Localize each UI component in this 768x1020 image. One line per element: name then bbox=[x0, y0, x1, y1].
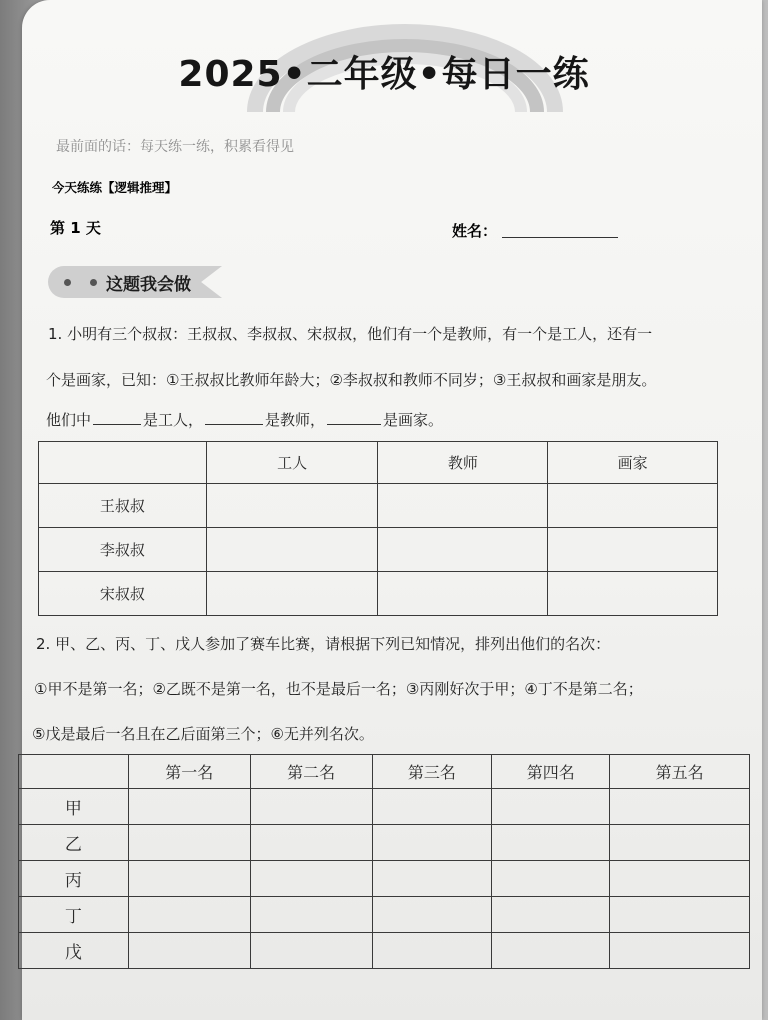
answer-cell[interactable] bbox=[610, 933, 750, 969]
answer-cell[interactable] bbox=[128, 825, 250, 861]
answer-cell[interactable] bbox=[250, 789, 372, 825]
q1-line3-a: 是工人， bbox=[143, 411, 204, 429]
row-label: 宋叔叔 bbox=[39, 572, 207, 616]
name-label: 姓名： bbox=[452, 222, 498, 240]
table-header-cell bbox=[39, 442, 207, 484]
table-header-cell: 第二名 bbox=[250, 755, 372, 789]
answer-blank-worker[interactable] bbox=[93, 410, 141, 425]
answer-cell[interactable] bbox=[128, 933, 250, 969]
banner-dot-icon bbox=[90, 279, 97, 286]
banner-dot-icon bbox=[64, 279, 71, 286]
answer-cell[interactable] bbox=[610, 825, 750, 861]
table-row bbox=[39, 572, 718, 616]
table-header-cell: 画家 bbox=[548, 442, 718, 484]
table-row bbox=[39, 528, 718, 572]
answer-blank-teacher[interactable] bbox=[205, 410, 263, 425]
answer-cell[interactable] bbox=[548, 572, 718, 616]
answer-cell[interactable] bbox=[128, 861, 250, 897]
table-row bbox=[19, 825, 750, 861]
answer-cell[interactable] bbox=[610, 897, 750, 933]
table-header-cell: 工人 bbox=[206, 442, 378, 484]
q1-text-line-2: 个是画家，已知：①王叔叔比教师年龄大；②李叔叔和教师不同岁；③王叔叔和画家是朋友。 bbox=[46, 371, 657, 389]
row-label: 甲 bbox=[19, 789, 129, 825]
row-label: 丙 bbox=[19, 861, 129, 897]
section-banner-text: 这题我会做 bbox=[106, 275, 191, 295]
row-label: 乙 bbox=[19, 825, 129, 861]
answer-cell[interactable] bbox=[206, 572, 378, 616]
table-row bbox=[19, 861, 750, 897]
table-row bbox=[19, 897, 750, 933]
table-header-cell: 教师 bbox=[378, 442, 548, 484]
row-label: 戊 bbox=[19, 933, 129, 969]
answer-cell[interactable] bbox=[250, 933, 372, 969]
answer-cell[interactable] bbox=[250, 825, 372, 861]
q1-line3-b: 是教师， bbox=[265, 411, 326, 429]
q1-table bbox=[38, 441, 718, 616]
answer-cell[interactable] bbox=[250, 897, 372, 933]
q2-text-line-3: ⑤戊是最后一名且在乙后面第三个；⑥无并列名次。 bbox=[32, 725, 374, 743]
answer-cell[interactable] bbox=[492, 861, 610, 897]
answer-cell[interactable] bbox=[610, 861, 750, 897]
answer-blank-painter[interactable] bbox=[327, 410, 381, 425]
intro-text: 最前面的话：每天练一练，积累看得见 bbox=[56, 139, 294, 155]
answer-cell[interactable] bbox=[378, 572, 548, 616]
answer-cell[interactable] bbox=[206, 484, 378, 528]
table-header-row bbox=[39, 442, 718, 484]
answer-cell[interactable] bbox=[372, 789, 492, 825]
answer-cell[interactable] bbox=[492, 897, 610, 933]
answer-cell[interactable] bbox=[128, 789, 250, 825]
q2-text-line-2: ①甲不是第一名；②乙既不是第一名，也不是最后一名；③丙刚好次于甲；④丁不是第二名； bbox=[34, 680, 643, 698]
q1-line3-c: 是画家。 bbox=[383, 411, 444, 429]
q2-table bbox=[18, 754, 750, 969]
name-field[interactable] bbox=[502, 237, 618, 238]
q2-text-line-1: 2. 甲、乙、丙、丁、戊人参加了赛车比赛，请根据下列已知情况，排列出他们的名次： bbox=[36, 635, 611, 653]
answer-cell[interactable] bbox=[378, 484, 548, 528]
row-label: 李叔叔 bbox=[39, 528, 207, 572]
row-label: 王叔叔 bbox=[39, 484, 207, 528]
page-title: 2025•二年级•每日一练 bbox=[178, 54, 590, 95]
answer-cell[interactable] bbox=[548, 528, 718, 572]
table-row bbox=[39, 484, 718, 528]
answer-cell[interactable] bbox=[378, 528, 548, 572]
answer-cell[interactable] bbox=[206, 528, 378, 572]
table-header-cell: 第四名 bbox=[492, 755, 610, 789]
answer-cell[interactable] bbox=[128, 897, 250, 933]
table-row bbox=[19, 789, 750, 825]
table-row bbox=[19, 933, 750, 969]
q1-line3-prefix: 他们中 bbox=[46, 411, 92, 429]
answer-cell[interactable] bbox=[372, 897, 492, 933]
answer-cell[interactable] bbox=[372, 825, 492, 861]
answer-cell[interactable] bbox=[492, 825, 610, 861]
table-header-cell: 第五名 bbox=[610, 755, 750, 789]
table-header-row bbox=[19, 755, 750, 789]
practice-label: 今天练练【逻辑推理】 bbox=[52, 180, 178, 195]
table-header-cell: 第一名 bbox=[128, 755, 250, 789]
answer-cell[interactable] bbox=[372, 861, 492, 897]
answer-cell[interactable] bbox=[548, 484, 718, 528]
answer-cell[interactable] bbox=[250, 861, 372, 897]
answer-cell[interactable] bbox=[610, 789, 750, 825]
q1-text-line-3 bbox=[46, 409, 443, 430]
answer-cell[interactable] bbox=[372, 933, 492, 969]
answer-cell[interactable] bbox=[492, 789, 610, 825]
row-label: 丁 bbox=[19, 897, 129, 933]
table-header-cell: 第三名 bbox=[372, 755, 492, 789]
table-header-cell bbox=[19, 755, 129, 789]
q1-text-line-1: 1. 小明有三个叔叔：王叔叔、李叔叔、宋叔叔，他们有一个是教师，有一个是工人，还有一 bbox=[48, 325, 653, 343]
answer-cell[interactable] bbox=[492, 933, 610, 969]
day-label: 第 1 天 bbox=[50, 219, 101, 237]
